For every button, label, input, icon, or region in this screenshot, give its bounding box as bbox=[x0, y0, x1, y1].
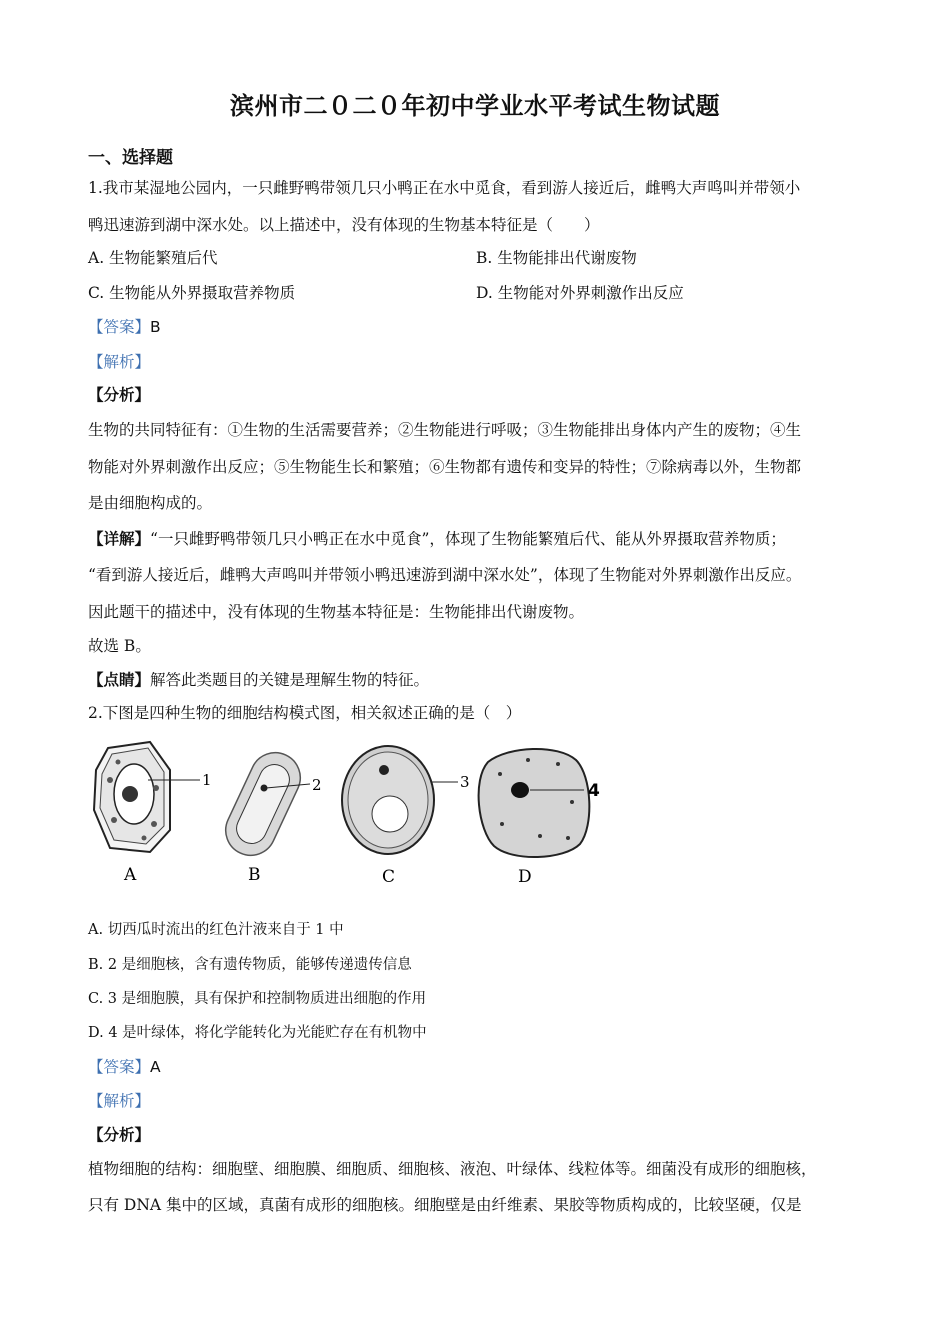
q1-detail-line-3: 因此题干的描述中，没有体现的生物基本特征是：生物能排出代谢废物。 bbox=[88, 603, 585, 621]
cell-b-bacterium bbox=[218, 744, 322, 863]
q2-option-c: C. 3 是细胞膜，具有保护和控制物质进出细胞的作用 bbox=[88, 991, 427, 1007]
page-title: 滨州市二０二０年初中学业水平考试生物试题 bbox=[230, 91, 720, 120]
q2-option-d: D. 4 是叶绿体，将化学能转化为光能贮存在有机物中 bbox=[88, 1025, 427, 1041]
analysis-tag: 【解析】 bbox=[88, 1092, 151, 1110]
q1-option-a: A. 生物能繁殖后代 bbox=[88, 249, 218, 267]
q1-option-c: C. 生物能从外界摄取营养物质 bbox=[88, 284, 296, 302]
detail-tag: 【详解】 bbox=[88, 529, 151, 548]
cell-c-yeast bbox=[342, 746, 470, 854]
tip-text: 解答此类题目的关键是理解生物的特征。 bbox=[150, 671, 430, 689]
label-1: 1 bbox=[202, 771, 212, 789]
analysis-tag: 【解析】 bbox=[88, 353, 151, 371]
answer-value: B bbox=[150, 318, 161, 336]
q1-fenxi-line-1: 生物的共同特征有：①生物的生活需要营养；②生物能进行呼吸；③生物能排出身体内产生的废物；④生 bbox=[88, 421, 802, 439]
answer-value: A bbox=[150, 1058, 161, 1076]
label-b: B bbox=[248, 865, 261, 885]
fenxi-tag: 【分析】 bbox=[88, 385, 151, 404]
q1-option-d: D. 生物能对外界刺激作出反应 bbox=[476, 284, 684, 302]
q2-option-b: B. 2 是细胞核，含有遗传物质，能够传递遗传信息 bbox=[88, 957, 412, 973]
label-c: C bbox=[382, 867, 396, 887]
q1-answer-row bbox=[88, 317, 161, 337]
q1-fenxi-line-2: 物能对外界刺激作出反应；⑤生物能生长和繁殖；⑥生物都有遗传和变异的特性；⑦除病毒以外，生物都 bbox=[88, 458, 802, 476]
cell-d-animal bbox=[479, 749, 600, 857]
detail-text: “一只雌野鸭带领几只小鸭正在水中觅食”，体现了生物能繁殖后代、能从外界摄取营养物质； bbox=[150, 530, 786, 548]
q1-fenxi-line-3: 是由细胞构成的。 bbox=[88, 494, 213, 512]
label-4: 4 bbox=[588, 781, 600, 801]
q2-answer-row bbox=[88, 1057, 161, 1077]
q1-tip-line bbox=[88, 670, 429, 690]
q2-fenxi-line-1: 植物细胞的结构：细胞壁、细胞膜、细胞质、细胞核、液泡、叶绿体、线粒体等。细菌没有成形的细胞核， bbox=[88, 1160, 817, 1178]
q2-fenxi-line-2: 只有 DNA 集中的区域，真菌有成形的细胞核。细胞壁是由纤维素、果胶等物质构成的，比较坚硬，仅是 bbox=[88, 1196, 802, 1214]
section-heading: 一、选择题 bbox=[88, 148, 173, 168]
q2-stem: 2.下图是四种生物的细胞结构模式图，相关叙述正确的是（ ） bbox=[88, 704, 522, 722]
q1-detail-line-2: “看到游人接近后，雌鸭大声鸣叫并带领小鸭迅速游到湖中深水处”，体现了生物能对外界刺激作出反应。 bbox=[88, 566, 802, 584]
label-d: D bbox=[518, 867, 532, 887]
label-2: 2 bbox=[312, 776, 322, 794]
tip-tag: 【点睛】 bbox=[88, 670, 151, 689]
cell-a-plant bbox=[94, 742, 212, 852]
fenxi-tag: 【分析】 bbox=[88, 1125, 151, 1144]
q1-stem-line-1: 1.我市某湿地公园内，一只雌野鸭带领几只小鸭正在水中觅食，看到游人接近后，雌鸭大声鸣叫并带领小 bbox=[88, 179, 801, 197]
q1-detail-line-4: 故选 B。 bbox=[88, 637, 151, 655]
answer-tag: 【答案】 bbox=[88, 1058, 151, 1076]
q1-option-b: B. 生物能排出代谢废物 bbox=[476, 249, 637, 267]
label-a: A bbox=[124, 865, 137, 885]
answer-tag: 【答案】 bbox=[88, 318, 151, 336]
q1-detail-line-1 bbox=[88, 529, 786, 549]
q1-stem-line-2: 鸭迅速游到湖中深水处。以上描述中，没有体现的生物基本特征是（ ） bbox=[88, 216, 600, 234]
cell-structure-figure bbox=[88, 740, 618, 890]
label-3: 3 bbox=[460, 773, 470, 791]
q2-option-a: A. 切西瓜时流出的红色汁液来自于 1 中 bbox=[88, 922, 344, 938]
